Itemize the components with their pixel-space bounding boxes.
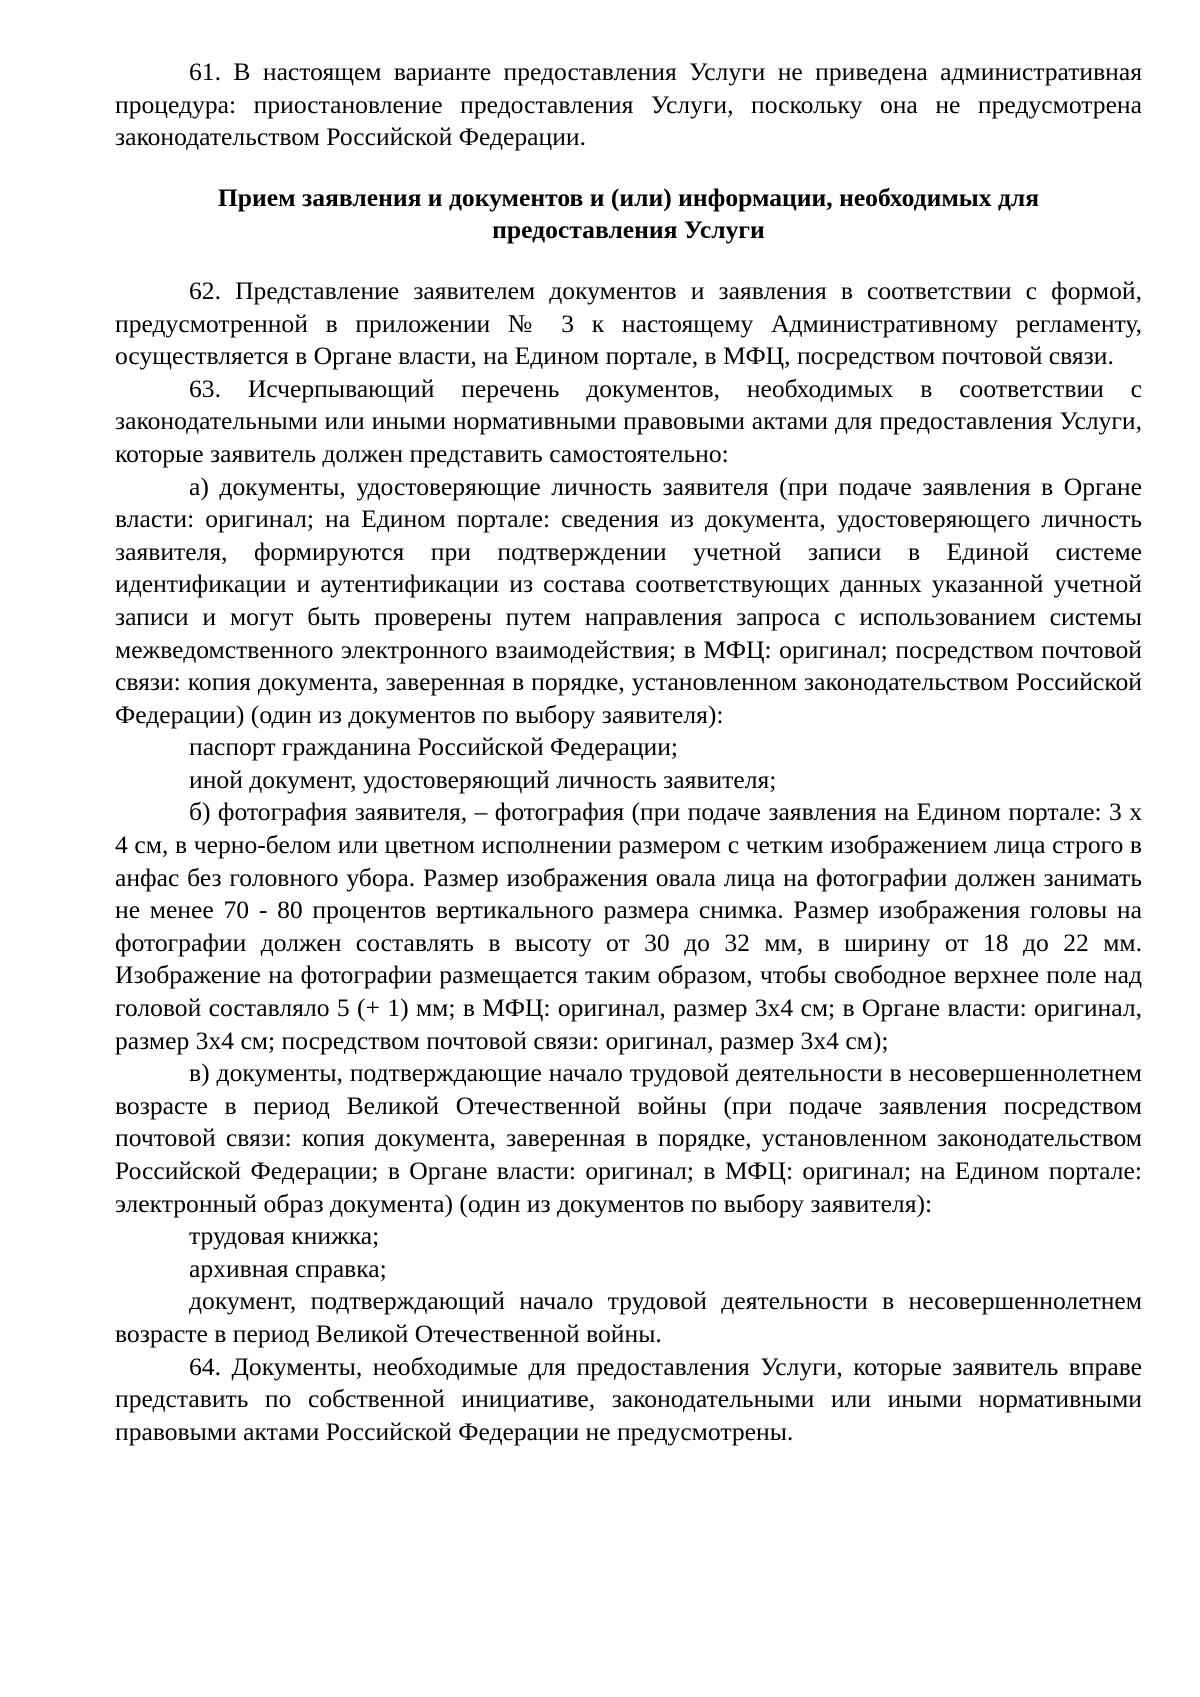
list-item-archive-certificate: архивная справка;: [189, 1253, 387, 1283]
paragraph-62: 62. Представление заявителем документов и заявления в соответствии с формой, предусмотренной в приложении № 3 к настоящему Административному регламенту, осуществляется в Органе власти, на Едином портале, в МФЦ, посредством почтовой связи.: [115, 275, 1142, 371]
paragraph-63: 63. Исчерпывающий перечень документов, необходимых в соответствии с законодательными или иными нормативными правовыми актами для предоставления Услуги, которые заявитель должен представить самостоятельно:: [115, 373, 1142, 468]
paragraph-63-a: а) документы, удостоверяющие личность заявителя (при подаче заявления в Органе власти: оригинал; на Едином портале: сведения из документа, удостоверяющего личность заявителя, формируются при подтверждении учетной записи в Единой системе идентификации и аутентификации из состава соответствующих данных указанной учетной записи и могут быть проверены путем направления запроса с использованием системы межведомственного электронного взаимодействия; в МФЦ: оригинал; посредством почтовой связи: копия документа, заверенная в порядке, установленном законодательством Российской Федерации) (один из документов по выбору заявителя):: [115, 471, 1142, 729]
paragraph-63-v: в) документы, подтверждающие начало трудовой деятельности в несовершеннолетнем возрасте в период Великой Отечественной войны (при подаче заявления посредством почтовой связи: копия документа, заверенная в порядке, установленном законодательством Российской Федерации; в Органе власти: оригинал; в МФЦ: оригинал; на Едином портале: электронный образ документа) (один из документов по выбору заявителя):: [115, 1058, 1142, 1218]
section-heading: [115, 182, 1142, 247]
list-item-passport: паспорт гражданина Российской Федерации;: [189, 732, 679, 762]
list-item-work-book: трудовая книжка;: [189, 1221, 380, 1251]
paragraph-64: 64. Документы, необходимые для предоставления Услуги, которые заявитель вправе представить по собственной инициативе, законодательными или иными нормативными правовыми актами Российской Федерации не предусмотрены.: [115, 1351, 1142, 1446]
paragraph-61: 61. В настоящем варианте предоставления Услуги не приведена административная процедура: приостановление предоставления Услуги, поскольку она не предусмотрена законодательством Российской Федерации.: [115, 57, 1142, 152]
paragraph-63-b: б) фотография заявителя, – фотография (при подаче заявления на Едином портале: 3 х 4 см, в черно-белом или цветном исполнении размером с четким изображением лица строго в анфас без головного убора. Размер изображения овала лица на фотографии должен занимать не менее 70 - 80 процентов вертикального размера снимка. Размер изображения головы на фотографии должен составлять в высоту от 30 до 32 мм, в ширину от 18 до 22 мм. Изображение на фотографии размещается таким образом, чтобы свободное верхнее поле над головой составляло 5 (+ 1) мм; в МФЦ: оригинал, размер 3х4 см; в Органе власти: оригинал, размер 3х4 см; посредством почтовой связи: оригинал, размер 3х4 см);: [115, 797, 1142, 1055]
list-item-other-id: иной документ, удостоверяющий личность заявителя;: [189, 764, 777, 794]
section-heading-line-1: Прием заявления и документов и (или) информации, необходимых для: [217, 182, 1040, 212]
section-heading-line-2: предоставления Услуги: [492, 215, 765, 245]
list-item-work-confirmation: документ, подтверждающий начало трудовой деятельности в несовершеннолетнем возрасте в период Великой Отечественной войны.: [115, 1286, 1142, 1348]
